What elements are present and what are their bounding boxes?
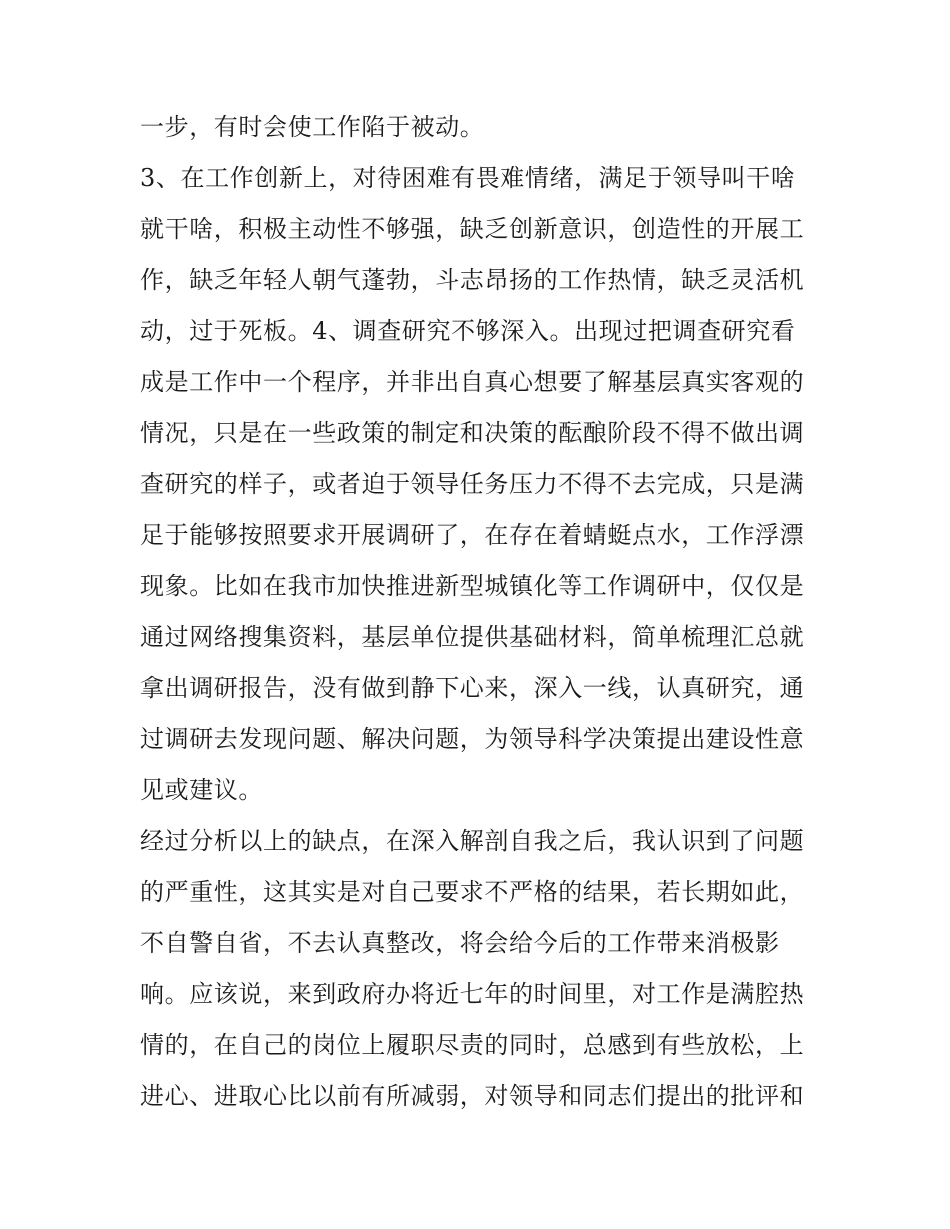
text-line: 3、在工作创新上，对待困难有畏难情绪，满足于领导叫干啥 xyxy=(140,164,796,192)
text-line: 作，缺乏年轻人朝气蓬勃，斗志昂扬的工作热情，缺乏灵活机 xyxy=(140,266,805,294)
text-line: 通过网络搜集资料，基层单位提供基础材料，简单梳理汇总就 xyxy=(140,623,805,651)
text-line: 一步，有时会使工作陷于被动。 xyxy=(140,113,485,141)
text-line: 现象。比如在我市加快推进新型城镇化等工作调研中，仅仅是 xyxy=(140,572,805,600)
text-line: 的严重性，这其实是对自己要求不严格的结果，若长期如此， xyxy=(140,878,805,906)
text-line: 经过分析以上的缺点，在深入解剖自我之后，我认识到了问题 xyxy=(140,827,805,855)
text-line: 动，过于死板。4、调查研究不够深入。出现过把调查研究看 xyxy=(140,317,796,345)
text-line: 足于能够按照要求开展调研了，在存在着蜻蜓点水，工作浮漂 xyxy=(140,521,805,549)
text-line: 情的，在自己的岗位上履职尽责的同时，总感到有些放松，上 xyxy=(140,1031,805,1059)
text-line: 过调研去发现问题、解决问题，为领导科学决策提出建设性意 xyxy=(140,725,805,753)
text-line: 查研究的样子，或者迫于领导任务压力不得不去完成，只是满 xyxy=(140,470,805,498)
text-line: 情况，只是在一些政策的制定和决策的酝酿阶段不得不做出调 xyxy=(140,419,805,447)
text-line: 拿出调研报告，没有做到静下心来，深入一线，认真研究，通 xyxy=(140,674,805,702)
text-line: 见或建议。 xyxy=(140,776,263,804)
text-line: 进心、进取心比以前有所减弱，对领导和同志们提出的批评和 xyxy=(140,1082,805,1110)
text-line: 就干啥，积极主动性不够强，缺乏创新意识，创造性的开展工 xyxy=(140,215,805,243)
text-line: 不自警自省，不去认真整改，将会给今后的工作带来消极影 xyxy=(140,929,780,957)
text-line: 成是工作中一个程序，并非出自真心想要了解基层真实客观的 xyxy=(140,368,805,396)
text-line: 响。应该说，来到政府办将近七年的时间里，对工作是满腔热 xyxy=(140,980,805,1008)
